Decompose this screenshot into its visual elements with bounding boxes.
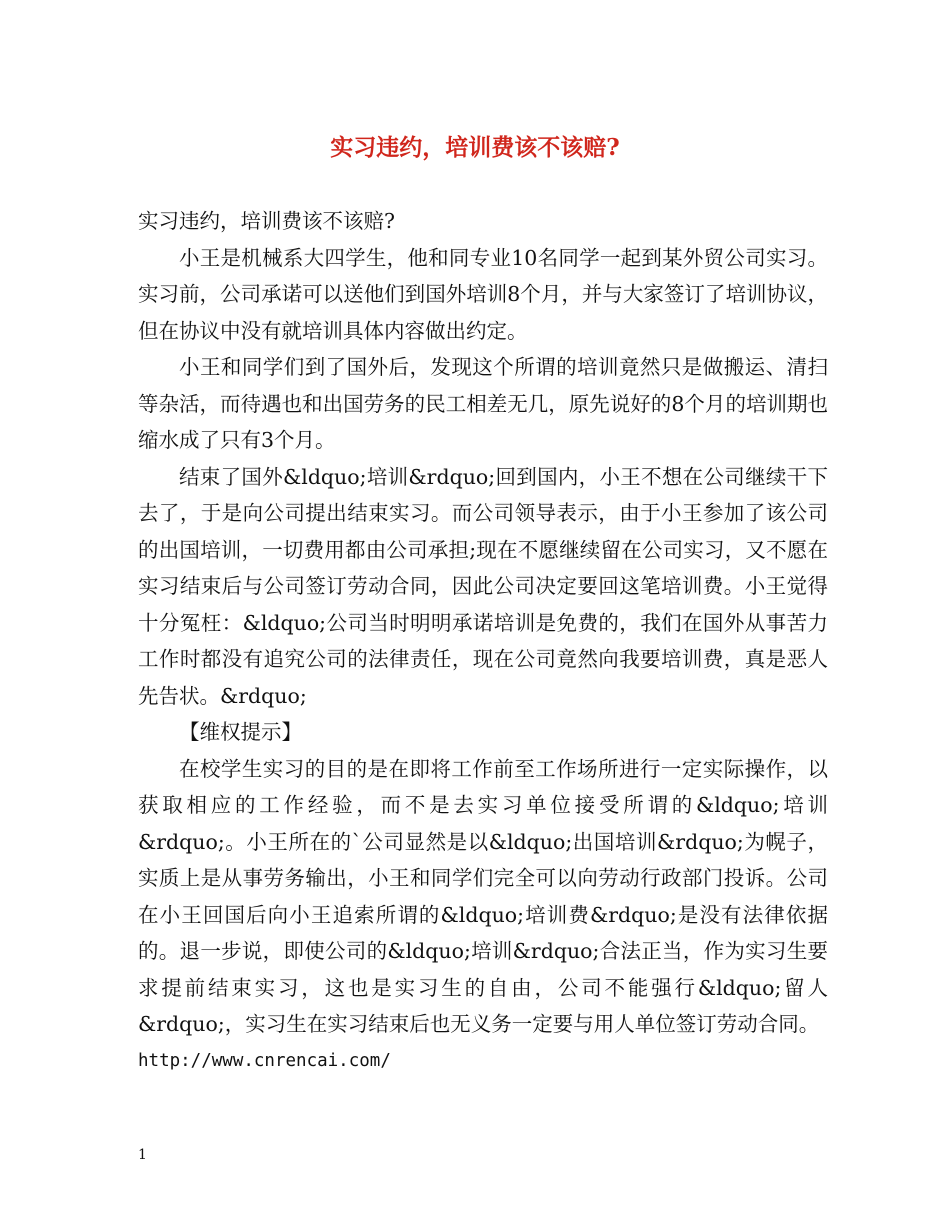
- page-number: 1: [138, 1147, 147, 1163]
- paragraph-intro: 小王是机械系大四学生，他和同专业10名同学一起到某外贸公司实习。实习前，公司承诺可以送他们到国外培训8个月，并与大家签订了培训协议，但在协议中没有就培训具体内容做出约定。: [138, 245, 828, 343]
- source-url[interactable]: http://www.cnrencai.com/: [138, 1050, 391, 1071]
- article-body: [138, 203, 828, 1079]
- paragraph-abroad: 小王和同学们到了国外后，发现这个所谓的培训竟然只是做搬运、清扫等杂活，而待遇也和出国劳务的民工相差无几，原先说好的8个月的培训期也缩水成了只有3个月。: [138, 355, 828, 452]
- paragraph-return: 结束了国外&ldquo;培训&rdquo;回到国内，小王不想在公司继续干下去了，于是向公司提出结束实习。而公司领导表示，由于小王参加了该公司的出国培训，一切费用都由公司承担;现在不愿继续留在公司实习，又不愿在实习结束后与公司签订劳动合同，因此公司决定要回这笔培训费。小王觉得十分冤枉：&ldquo;公司当时明明承诺培训是免费的，我们在国外从事苦力工作时都没有追究公司的法律责任，现在公司竟然向我要培训费，真是恶人先告状。&rdquo;: [138, 464, 828, 708]
- paragraph-rights-tip: 在校学生实习的目的是在即将工作前至工作场所进行一定实际操作，以获取相应的工作经验，而不是去实习单位接受所谓的&ldquo;培训&rdquo;。小王所在的`公司显然是以&ldquo;出国培训&rdquo;为幌子，实质上是从事劳务输出，小王和同学们完全可以向劳动行政部门投诉。公司在小王回国后向小王追索所谓的&ldquo;培训费&rdquo;是没有法律依据的。退一步说，即使公司的&ldquo;培训&rdquo;合法正当，作为实习生要求提前结束实习，这也是实习生的自由，公司不能强行&ldquo;留人&rdquo;，实习生在实习结束后也无义务一定要与用人单位签订劳动合同。: [138, 756, 828, 1036]
- page-title: 实习违约，培训费该不该赔?: [330, 134, 620, 161]
- section-heading-rights-tip: 【维权提示】: [179, 720, 302, 744]
- article-subtitle: 实习违约，培训费该不该赔?: [138, 209, 395, 233]
